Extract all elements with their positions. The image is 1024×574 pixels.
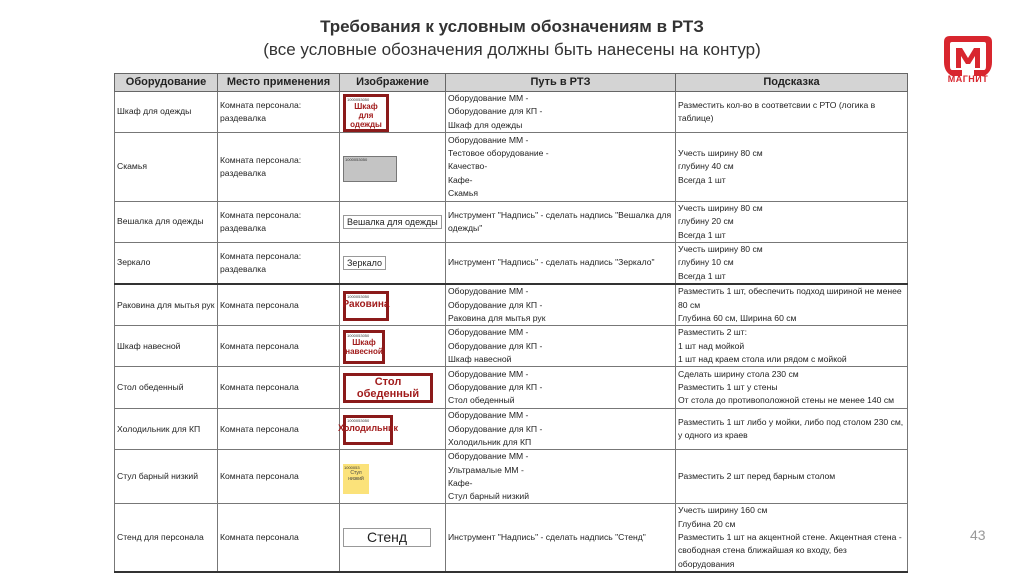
- hint-line: Всегда 1 шт: [678, 270, 726, 281]
- symbol-image: [337, 415, 399, 445]
- column-header: Путь в РТЗ: [446, 74, 676, 92]
- path-line: Оборудование ММ -: [448, 327, 529, 338]
- image-cell: [337, 409, 446, 450]
- place-cell: Комната персонала: раздевалка: [218, 92, 340, 133]
- path-cell: [446, 92, 676, 133]
- place-cell: Комната персонала: [218, 367, 340, 409]
- hint-cell: [676, 202, 908, 243]
- path-line: Оборудование для КП -: [448, 423, 543, 434]
- table-row: [115, 242, 908, 284]
- path-line: Оборудование для КП -: [448, 340, 543, 351]
- symbol-image: [343, 528, 431, 547]
- symbol-code: 1000053050: [347, 333, 370, 339]
- place-cell: Комната персонала: [218, 284, 340, 325]
- path-line: Оборудование для КП -: [448, 106, 543, 117]
- hint-line: Разместить кол-во в соответсвии с РТО (логика в таблице): [678, 99, 876, 123]
- equipment-cell: Вешалка для одежды: [115, 202, 218, 243]
- table-row: [115, 202, 908, 243]
- symbol-image: [343, 464, 369, 494]
- hint-line: Разместить 1 шт либо у мойки, либо под столом 230 см, у одного из краев: [678, 416, 904, 441]
- path-line: Оборудование ММ -: [448, 134, 529, 145]
- symbol-label: Шкаф навесной: [345, 338, 383, 357]
- equipment-cell: Холодильник для КП: [115, 409, 218, 450]
- path-line: Шкаф навесной: [448, 353, 512, 364]
- column-header: Подсказка: [676, 74, 908, 92]
- hint-line: глубину 40 см: [678, 161, 734, 172]
- image-cell: [340, 284, 446, 325]
- path-cell: [446, 242, 676, 284]
- symbol-image: [343, 291, 389, 321]
- place-cell: Комната персонала: [218, 326, 340, 367]
- path-line: Тестовое оборудование -: [448, 148, 549, 159]
- hint-line: Учесть ширину 80 см: [678, 148, 763, 159]
- hint-cell: [676, 367, 908, 409]
- image-cell: [340, 242, 446, 284]
- path-cell: [446, 450, 676, 504]
- hint-line: Разместить 2 шт:: [678, 327, 747, 338]
- image-cell: [340, 92, 446, 133]
- place-cell: Комната персонала: раздевалка: [218, 202, 340, 243]
- path-line: Холодильник для КП: [448, 436, 532, 447]
- path-line: Шкаф для одежды: [448, 119, 523, 130]
- hint-line: Разместить 1 шт на акцентной стене. Акцентная стена - свободная стена ближайшая ко входу, без оборудования: [678, 532, 902, 569]
- path-cell: [446, 504, 676, 572]
- symbol-label: Стул низкий: [348, 469, 364, 482]
- place-cell: Комната персонала: раздевалка: [218, 242, 340, 284]
- column-header: Место применения: [218, 74, 340, 92]
- equipment-cell: Раковина для мытья рук: [115, 284, 218, 325]
- equipment-cell: Стол обеденный: [115, 367, 218, 409]
- hint-line: Разместить 1 шт, обеспечить подход шириной не менее 80 см: [678, 286, 902, 310]
- hint-line: Сделать ширину стола 230 см: [678, 368, 799, 379]
- path-line: Оборудование ММ -: [448, 93, 529, 104]
- page-number: 43: [970, 527, 986, 543]
- hint-cell: [676, 504, 908, 572]
- hint-cell: [676, 326, 908, 367]
- hint-line: Учесть ширину 80 см: [678, 203, 763, 213]
- place-cell: Комната персонала: [218, 504, 340, 572]
- equipment-cell: Стул барный низкий: [115, 450, 218, 504]
- hint-line: Учесть ширину 80 см: [678, 244, 763, 255]
- path-line: Оборудование ММ -: [448, 451, 529, 462]
- equipment-cell: Стенд для персонала: [115, 504, 218, 572]
- symbol-label: Шкаф для одежды: [350, 102, 382, 129]
- symbol-label: Раковина: [342, 299, 390, 311]
- symbol-label: Стенд: [366, 529, 408, 546]
- path-line: Качество-: [448, 161, 488, 172]
- hint-line: Разместить 2 шт перед барным столом: [678, 471, 836, 482]
- path-line: Стул барный низкий: [448, 491, 529, 502]
- path-line: Раковина для мытья рук: [448, 312, 546, 323]
- path-line: Стол обеденный: [448, 395, 515, 406]
- table-row: [115, 326, 908, 367]
- column-header: Оборудование: [115, 74, 218, 92]
- path-line: Оборудование ММ -: [448, 368, 529, 379]
- table-row: [115, 133, 908, 202]
- symbol-image: [343, 330, 385, 364]
- path-line: Скамья: [448, 187, 478, 198]
- equipment-cell: Шкаф для одежды: [115, 92, 218, 133]
- equipment-cell: Скамья: [115, 133, 218, 202]
- path-cell: [446, 409, 676, 450]
- hint-line: 1 шт над краем стола или рядом с мойкой: [678, 353, 847, 364]
- hint-line: Всегда 1 шт: [678, 174, 726, 185]
- place-cell: Комната персонала: раздевалка: [218, 133, 340, 202]
- symbol-code: 1000053050: [345, 157, 368, 162]
- hint-cell: [676, 450, 908, 504]
- path-line: Кафе-: [448, 174, 473, 185]
- image-cell: [340, 202, 446, 243]
- hint-cell: [676, 133, 908, 202]
- symbol-label: Зеркало: [347, 257, 382, 268]
- hint-cell: [676, 284, 908, 325]
- hint-line: Учесть ширину 160 см: [678, 505, 768, 516]
- logo-text: МАГНИТ: [947, 74, 989, 84]
- hint-cell: [676, 409, 908, 450]
- hint-cell: [676, 92, 908, 133]
- table-header-row: [115, 74, 908, 92]
- image-cell: [340, 367, 446, 409]
- symbol-image: [343, 215, 442, 229]
- path-cell: [446, 202, 676, 243]
- symbol-code: 1000053: [344, 464, 360, 470]
- image-cell: [340, 450, 446, 504]
- table-row: [115, 504, 908, 572]
- path-cell: [446, 133, 676, 202]
- place-cell: Комната персонала: [218, 409, 340, 450]
- path-line: Оборудование ММ -: [448, 286, 529, 297]
- hint-line: Всегда 1 шт: [678, 229, 726, 240]
- path-cell: [446, 326, 676, 367]
- hint-line: Глубина 60 см, Ширина 60 см: [678, 312, 797, 323]
- hint-line: От стола до противоположной стены не менее 140 см: [678, 395, 895, 406]
- path-cell: [446, 367, 676, 409]
- symbol-label: Холодильник: [337, 423, 399, 434]
- table-row: [115, 284, 908, 325]
- symbol-image: [343, 373, 433, 403]
- table-row: [115, 367, 908, 409]
- symbol-code: 1000053050: [347, 418, 370, 424]
- path-line: Оборудование для КП -: [448, 382, 543, 393]
- hint-line: Разместить 1 шт у стены: [678, 382, 778, 393]
- symbol-image: [343, 156, 397, 182]
- path-line: Оборудование ММ -: [448, 410, 529, 421]
- slide-subtitle: (все условные обозначения должны быть нанесены на контур): [263, 40, 761, 59]
- symbol-code: 1000053050: [347, 294, 370, 300]
- path-line: Оборудование для КП -: [448, 299, 543, 310]
- symbols-table: [114, 73, 908, 573]
- hint-cell: [676, 242, 908, 284]
- hint-line: 1 шт над мойкой: [678, 340, 745, 351]
- symbol-image: [343, 94, 389, 132]
- column-header: Изображение: [340, 74, 446, 92]
- image-cell: [340, 326, 446, 367]
- image-cell: [340, 504, 446, 572]
- path-line: Инструмент "Надпись" - сделать надпись "Стенд": [448, 532, 646, 543]
- equipment-cell: Зеркало: [115, 242, 218, 284]
- symbol-code: 1000053050: [347, 97, 370, 102]
- symbol-image: [343, 256, 386, 270]
- image-cell: [340, 133, 446, 202]
- slide-title: Требования к условным обозначениям в РТЗ: [320, 17, 704, 36]
- path-line: Ультрамалые ММ -: [448, 464, 524, 475]
- symbol-label: Стол обеденный: [356, 375, 420, 400]
- table-row: [115, 450, 908, 504]
- place-cell: Комната персонала: [218, 450, 340, 504]
- path-line: Инструмент "Надпись" - сделать надпись "Вешалка для одежды": [448, 209, 672, 233]
- table-row: [115, 92, 908, 133]
- equipment-cell: Шкаф навесной: [115, 326, 218, 367]
- hint-line: Глубина 20 см: [678, 518, 736, 529]
- path-cell: [446, 284, 676, 325]
- path-line: Инструмент "Надпись" - сделать надпись "Зеркало": [448, 257, 655, 268]
- hint-line: глубину 20 см: [678, 216, 734, 227]
- path-line: Кафе-: [448, 477, 473, 488]
- hint-line: глубину 10 см: [678, 257, 734, 268]
- table-row: [115, 409, 908, 450]
- symbol-label: Вешалка для одежды: [347, 216, 438, 227]
